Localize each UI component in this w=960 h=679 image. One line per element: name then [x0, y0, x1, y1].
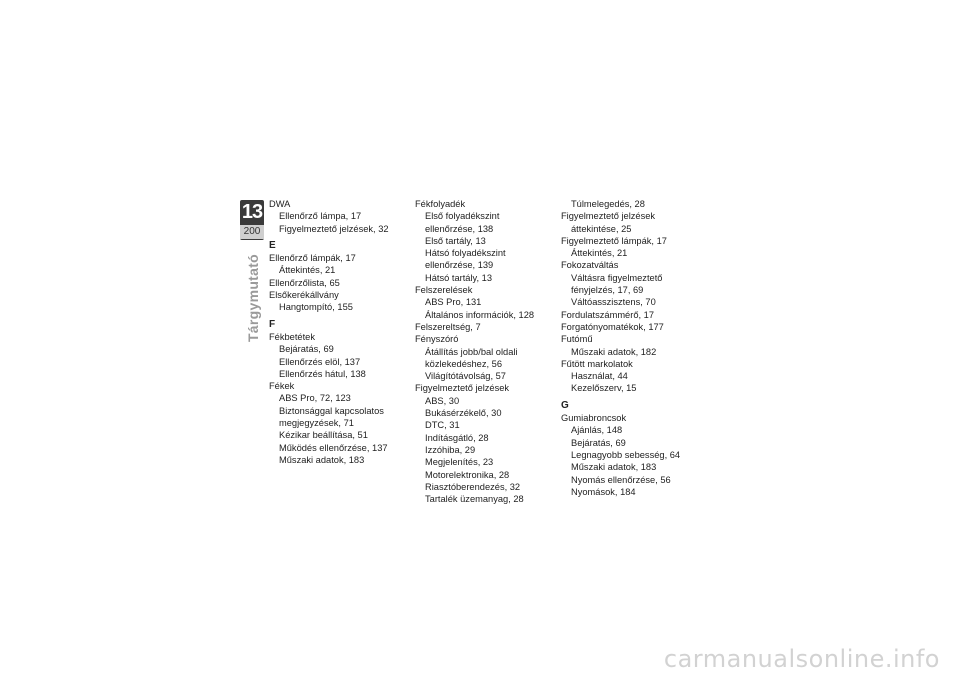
index-subentry: Műszaki adatok, 183	[571, 462, 657, 473]
index-letter-heading: F	[269, 318, 276, 330]
index-subentry: Általános információk, 128	[425, 309, 535, 320]
index-subentry: Kézikar beállítása, 51	[279, 430, 368, 441]
index-subentry: ellenőrzése, 139	[425, 260, 494, 271]
index-entry: DWA	[269, 199, 291, 209]
index-entry: Fékek	[269, 381, 295, 392]
index-subentry: Nyomás ellenőrzése, 56	[571, 474, 671, 485]
index-subentry: Ellenőrzés elöl, 137	[279, 356, 361, 367]
index-subentry: ABS Pro, 72, 123	[279, 393, 351, 404]
index-entry: Figyelmeztető jelzések	[415, 383, 510, 394]
index-subentry: Kezelőszerv, 15	[571, 383, 637, 394]
index-entry: Futómű	[561, 334, 593, 345]
index-subentry: Műszaki adatok, 183	[279, 454, 365, 465]
index-entry: Fűtött markolatok	[561, 358, 633, 369]
index-subentry: Áttekintés, 21	[571, 248, 628, 259]
index-entry: Fékfolyadék	[415, 199, 466, 209]
index-entry: Gumiabroncsok	[561, 413, 627, 424]
index-subentry: Bukásérzékelő, 30	[425, 408, 502, 419]
index-subentry: közlekedéshez, 56	[425, 358, 503, 369]
index-column-3	[561, 198, 680, 498]
index-entry: Figyelmeztető lámpák, 17	[561, 235, 667, 246]
index-subentry: Nyomások, 184	[571, 486, 636, 497]
index-subentry: DTC, 31	[425, 420, 460, 431]
index-entry: Fényszóró	[415, 334, 459, 345]
index-subentry: Váltóasszisztens, 70	[571, 297, 656, 308]
index-letter-heading: G	[561, 399, 569, 411]
index-subentry: ABS, 30	[425, 395, 460, 406]
index-column-1	[269, 198, 389, 466]
index-subentry: Hangtompító, 155	[279, 302, 353, 313]
index-subentry: Figyelmeztető jelzések, 32	[279, 223, 389, 234]
index-letter-heading: E	[269, 239, 276, 251]
index-entry: Fékbetétek	[269, 331, 315, 342]
index-entry: Fokozatváltás	[561, 260, 619, 271]
index-subentry: Műszaki adatok, 182	[571, 346, 657, 357]
index-subentry: Legnagyobb sebesség, 64	[571, 449, 681, 460]
index-subentry: Hátsó tartály, 13	[425, 272, 493, 283]
index-subentry: Bejáratás, 69	[571, 437, 626, 448]
index-entry: Ellenőrző lámpák, 17	[269, 253, 356, 264]
index-entry: Ellenőrzőlista, 65	[269, 277, 340, 288]
index-subentry: Megjelenítés, 23	[425, 457, 494, 468]
index-subentry: Ajánlás, 148	[571, 425, 623, 436]
page-number: 200	[243, 226, 261, 237]
index-subentry: Első folyadékszint	[425, 211, 500, 222]
index-subentry: Bejáratás, 69	[279, 344, 334, 355]
index-subentry: Váltásra figyelmeztető	[571, 272, 663, 283]
section-title-text: Tárgymutató	[245, 253, 261, 343]
index-subentry: Világítótávolság, 57	[425, 371, 506, 382]
index-subentry: Átállítás jobb/bal oldali	[425, 346, 518, 357]
index-subentry: Ellenőrző lámpa, 17	[279, 211, 362, 222]
index-subentry: megjegyzések, 71	[279, 418, 354, 429]
index-entry: Fordulatszámmérő, 17	[561, 309, 655, 320]
index-column-2	[415, 198, 534, 505]
index-subentry: áttekintése, 25	[571, 223, 632, 234]
index-subentry: Áttekintés, 21	[279, 265, 336, 276]
index-subentry: fényjelzés, 17, 69	[571, 285, 644, 296]
index-subentry: Túlmelegedés, 28	[571, 199, 645, 209]
index-subentry: Indításgátló, 28	[425, 432, 489, 443]
index-entry: Felszereltség, 7	[415, 321, 481, 332]
index-subentry: Használat, 44	[571, 371, 628, 382]
index-subentry: Hátsó folyadékszint	[425, 248, 506, 259]
index-subentry: Biztonsággal kapcsolatos	[279, 405, 384, 416]
index-subentry: Tartalék üzemanyag, 28	[425, 494, 524, 505]
index-subentry: Ellenőrzés hátul, 138	[279, 368, 366, 379]
index-entry: Forgatónyomatékok, 177	[561, 321, 664, 332]
index-subentry: ABS Pro, 131	[425, 297, 482, 308]
index-subentry: Működés ellenőrzése, 137	[279, 442, 388, 453]
index-subentry: Riasztóberendezés, 32	[425, 481, 521, 492]
index-subentry: Motorelektronika, 28	[425, 469, 510, 480]
index-subentry: Izzóhiba, 29	[425, 444, 476, 455]
chapter-number: 13	[241, 201, 263, 223]
index-entry: Elsőkerékállvány	[269, 290, 339, 301]
index-subentry: Első tartály, 13	[425, 235, 486, 246]
watermark: carmanualsonline.info	[663, 645, 940, 673]
index-subentry: ellenőrzése, 138	[425, 223, 494, 234]
index-entry: Felszerelések	[415, 285, 473, 296]
index-entry: Figyelmeztető jelzések	[561, 211, 656, 222]
